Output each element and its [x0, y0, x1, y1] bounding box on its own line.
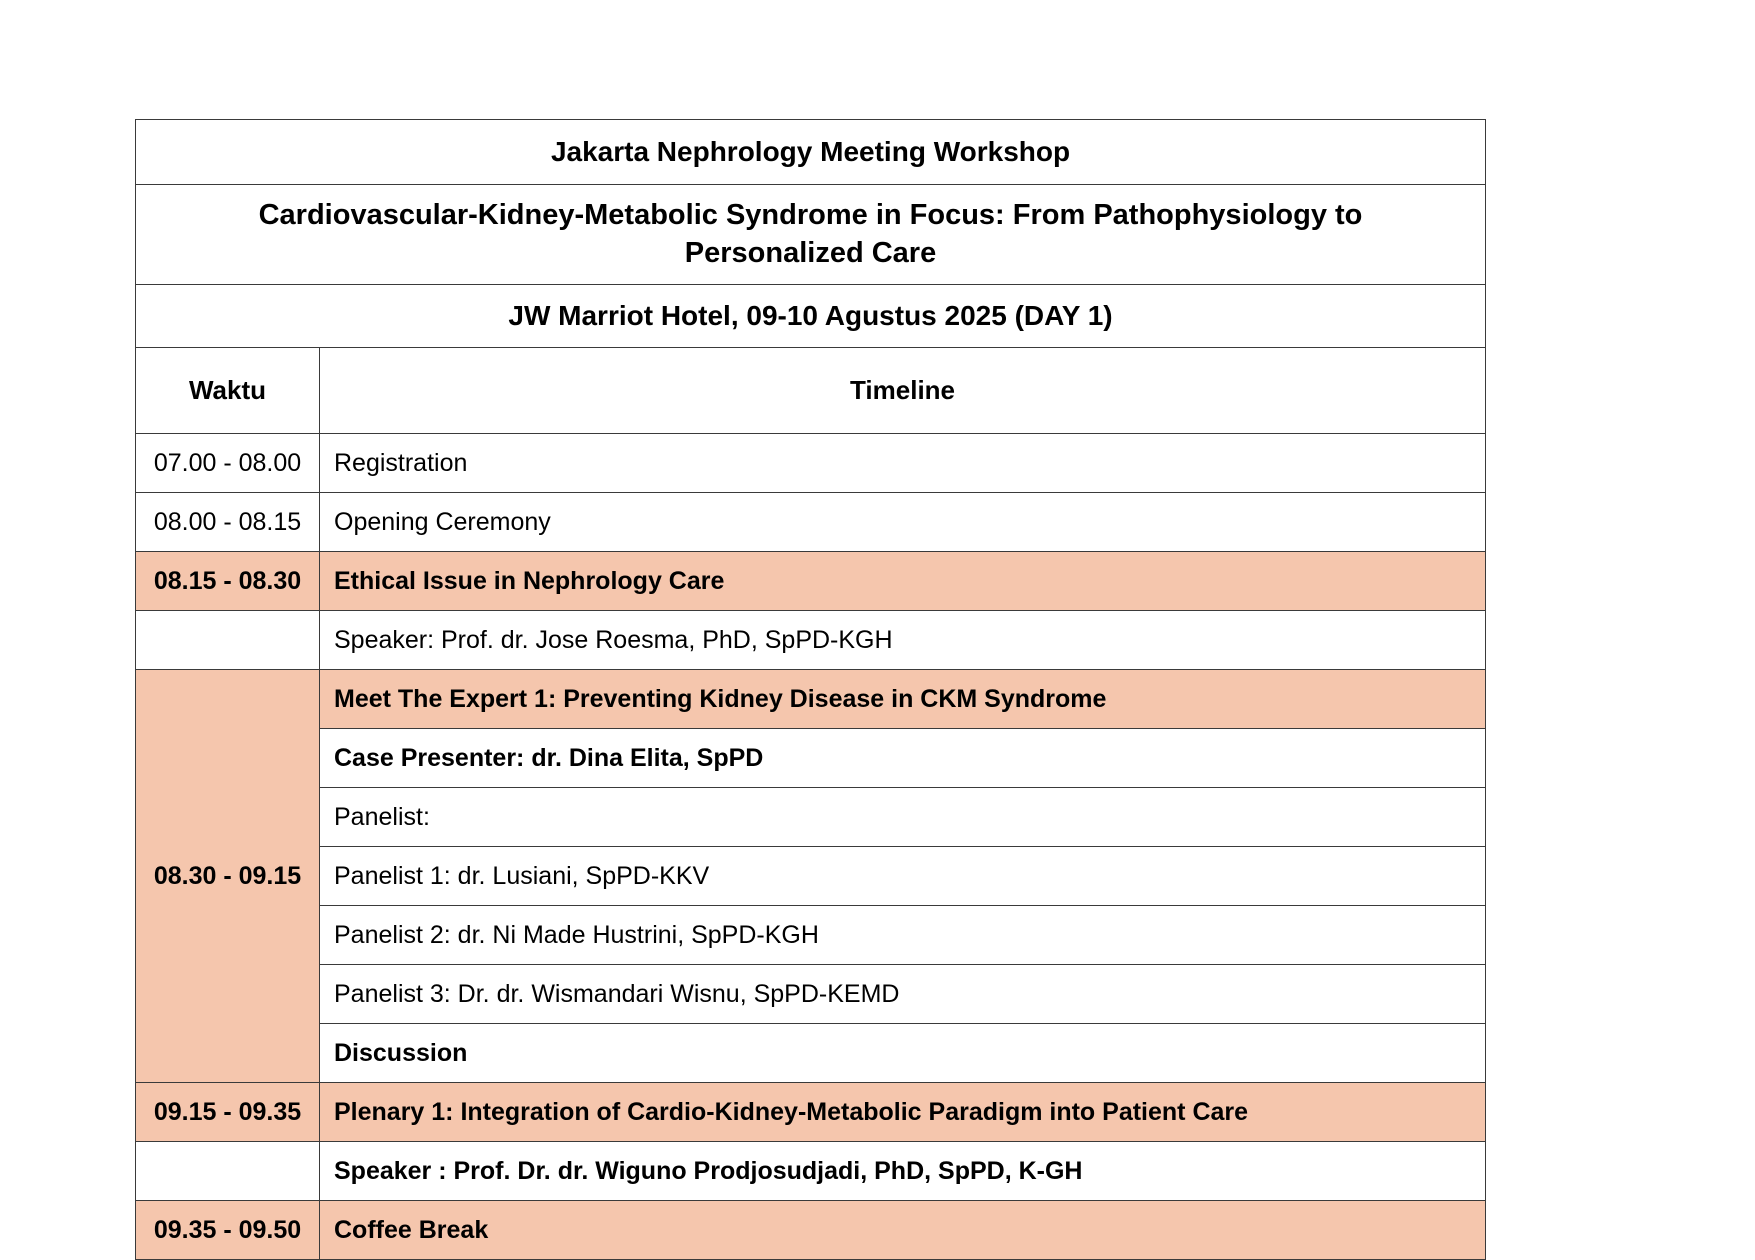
detail-cell: [320, 1201, 1486, 1260]
detail-label: Meet The Expert 1: Preventing Kidney Disease in CKM Syndrome: [334, 685, 1107, 714]
table-row: [136, 847, 1486, 906]
detail-label: Plenary 1: Integration of Cardio-Kidney-Metabolic Paradigm into Patient Care: [334, 1098, 1249, 1127]
table-row: [136, 965, 1486, 1024]
time-cell: [136, 1201, 320, 1260]
time-cell: [136, 493, 320, 552]
time-label: 08.30 - 09.15: [153, 862, 302, 891]
table-row: [136, 611, 1486, 670]
detail-cell: [320, 552, 1486, 611]
time-cell: [136, 552, 320, 611]
time-label: 08.15 - 08.30: [153, 567, 302, 596]
detail-label: Panelist 3: Dr. dr. Wismandari Wisnu, SpPD-KEMD: [334, 980, 900, 1009]
detail-cell: [320, 788, 1486, 847]
title-main-row: [136, 120, 1486, 185]
column-header-timeline: Timeline: [850, 375, 956, 406]
detail-label: Registration: [334, 449, 468, 478]
table-row: [136, 493, 1486, 552]
header-cell-time: [136, 348, 320, 434]
table-row: [136, 729, 1486, 788]
column-header-waktu: Waktu: [188, 375, 267, 406]
detail-label: Discussion: [334, 1039, 468, 1068]
detail-cell: [320, 1024, 1486, 1083]
table-row: [136, 552, 1486, 611]
detail-cell: [320, 1142, 1486, 1201]
time-cell-merged: [136, 670, 320, 1083]
time-label: 09.35 - 09.50: [153, 1216, 302, 1245]
header-cell-timeline: [320, 348, 1486, 434]
title-main-cell: [136, 120, 1486, 185]
detail-label: Coffee Break: [334, 1216, 489, 1245]
column-header-row: [136, 348, 1486, 434]
detail-cell: [320, 434, 1486, 493]
detail-label: Opening Ceremony: [334, 508, 551, 537]
table-row: [136, 906, 1486, 965]
table-row-group-start: [136, 670, 1486, 729]
time-cell: [136, 434, 320, 493]
workshop-title: Jakarta Nephrology Meeting Workshop: [550, 136, 1071, 167]
table-row: [136, 1024, 1486, 1083]
time-cell: [136, 611, 320, 670]
venue-text: JW Marriot Hotel, 09-10 Agustus 2025 (DAY 1): [508, 300, 1113, 332]
venue-row: [136, 285, 1486, 348]
time-cell: [136, 1142, 320, 1201]
detail-cell: [320, 1083, 1486, 1142]
detail-cell: [320, 729, 1486, 788]
table-row: [136, 1083, 1486, 1142]
table-row: [136, 434, 1486, 493]
time-label: [136, 627, 319, 653]
agenda-table: [135, 119, 1486, 1260]
time-label: 08.00 - 08.15: [153, 508, 302, 537]
workshop-subtitle: Cardiovascular-Kidney-Metabolic Syndrome in Focus: From Pathophysiology to Personalized Care: [258, 198, 1363, 269]
time-label: [136, 1158, 319, 1184]
venue-cell: [136, 285, 1486, 348]
detail-label: Panelist 2: dr. Ni Made Hustrini, SpPD-KGH: [334, 921, 819, 950]
detail-label: Panelist:: [334, 803, 430, 832]
detail-label: Case Presenter: dr. Dina Elita, SpPD: [334, 744, 764, 773]
detail-cell: [320, 670, 1486, 729]
detail-cell: [320, 493, 1486, 552]
detail-label: Speaker : Prof. Dr. dr. Wiguno Prodjosudjadi, PhD, SpPD, K-GH: [334, 1157, 1083, 1186]
table-row: [136, 788, 1486, 847]
detail-cell: [320, 611, 1486, 670]
detail-label: Panelist 1: dr. Lusiani, SpPD-KKV: [334, 862, 710, 891]
table-row: [136, 1201, 1486, 1260]
title-sub-cell: [136, 184, 1486, 284]
time-label: 07.00 - 08.00: [153, 449, 302, 478]
detail-label: Ethical Issue in Nephrology Care: [334, 567, 725, 596]
title-sub-row: [136, 184, 1486, 284]
agenda-table-body: [136, 120, 1486, 1260]
time-label: 09.15 - 09.35: [153, 1098, 302, 1127]
detail-label: Speaker: Prof. dr. Jose Roesma, PhD, SpPD-KGH: [334, 626, 893, 655]
detail-cell: [320, 906, 1486, 965]
time-cell: [136, 1083, 320, 1142]
detail-cell: [320, 965, 1486, 1024]
table-row: [136, 1142, 1486, 1201]
detail-cell: [320, 847, 1486, 906]
